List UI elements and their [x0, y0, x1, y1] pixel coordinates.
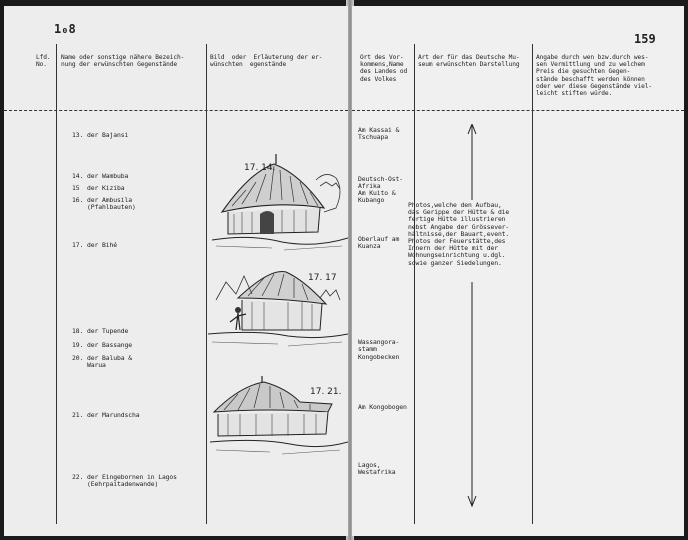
header-bild: Bild oder Erläuterung der er- wünschten egenstände: [210, 54, 323, 69]
sketch-label: 17. 21.: [310, 387, 342, 397]
header-art: Art der für das Deutsche Mu- seum erwünschten Darstellung: [418, 54, 520, 69]
hut-sketch-icon: [210, 376, 348, 462]
arrow-up-down-icon: [466, 124, 478, 508]
entry-name: 19. der Bassange: [72, 341, 132, 349]
entry-place: Kongobecken: [358, 353, 400, 361]
entry-name: 15 der Kiziba: [72, 184, 125, 192]
entry-place: Am Kuito & Kubango: [358, 189, 396, 205]
representation-text: Photos,welche den Aufbau, das Gerippe der Hütte & die fertige Hütte illustrieren nebst Angabe der Grössever- hältnisse,der Bauart,event. Photos der Feuerstätte,des Innern der Hütte mit der Wohnungseinrichtung u.dgl. sowie ganzer Siedelungen.: [408, 201, 510, 267]
entry-name: 18. der Tupende: [72, 327, 129, 335]
column-rule: [532, 44, 533, 524]
entry-place: Deutsch-Ost- Afrika: [358, 175, 403, 191]
entry-place: Wassangora- stamm: [358, 338, 400, 354]
entry-name: 21. der Marundscha: [72, 411, 140, 419]
column-rule: [206, 44, 207, 524]
header-separator: [352, 110, 684, 111]
entry-place: Oberlauf am Kuanza: [358, 235, 400, 251]
entry-place: Lagos, Westafrika: [358, 461, 396, 477]
page-number-left: 1₀8: [54, 22, 76, 36]
header-angabe: Angabe durch wen bzw.durch wes- sen Vermittlung und zu welchem Preis die gesuchten Gegen- stände beschafft werden können oder wer diese Gegenstände viel- leicht stiften würde.: [536, 54, 653, 98]
column-rule: [56, 44, 57, 524]
entry-name: 22. der Eingebornen in Lagos (Eehrpaitadenwande): [72, 473, 177, 489]
column-rule: [414, 44, 415, 524]
hut-sketch-icon: [208, 264, 348, 364]
entry-name: 14. der Wambuba: [72, 172, 129, 180]
header-separator: [4, 110, 348, 111]
entry-name: 17. der Bihé: [72, 241, 117, 249]
right-page: [352, 6, 684, 536]
page-number-right: 159: [634, 32, 656, 46]
entry-place: Am Kongobogen: [358, 403, 407, 411]
sketch-label: 17. 17: [308, 273, 337, 283]
sketch-label: 17. 14.: [244, 163, 276, 173]
entry-name: 13. der Bajansi: [72, 131, 129, 139]
hut-sketch-icon: [212, 150, 348, 254]
header-ort: Ort des Vor- kommens,Name des Landes od des Volkes: [360, 54, 408, 83]
entry-place: Am Kassai & Tschuapa: [358, 126, 400, 142]
header-name: Name oder sonstige nähere Bezeich- nung der erwünschten Gegenstände: [61, 54, 185, 69]
header-lfd-no: Lfd. No.: [36, 54, 51, 69]
left-page: [4, 6, 348, 536]
entry-name: 16. der Ambusila (Pfahlbauten): [72, 196, 136, 212]
entry-name: 20. der Baluba & Warua: [72, 354, 132, 370]
